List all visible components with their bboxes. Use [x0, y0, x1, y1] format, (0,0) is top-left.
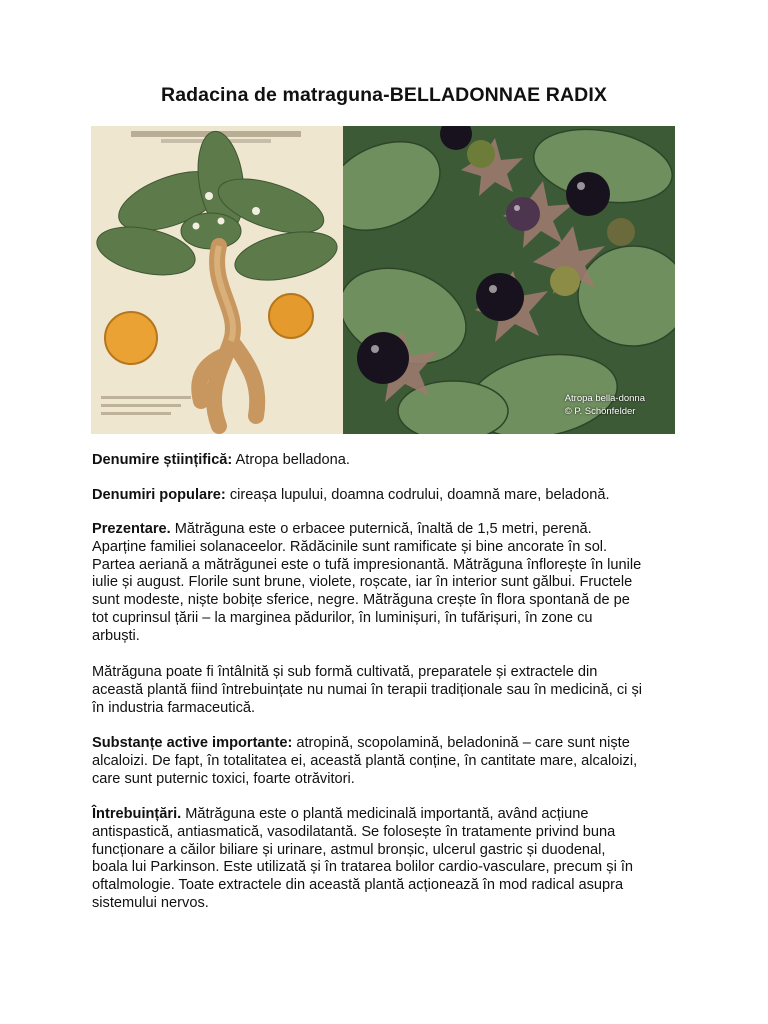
popular-names-label: Denumiri populare: — [92, 487, 226, 503]
text-line: sistemului nervos. — [92, 894, 209, 911]
text-line: oftalmologie. Toate extractele din această plantă acționează în mod radical asupra — [92, 877, 624, 894]
scientific-name-label: Denumire științifică: — [92, 452, 233, 468]
uses-paragraph — [92, 806, 682, 913]
scientific-name-text: Atropa belladona. — [232, 452, 350, 468]
text-line: care sunt puternic toxici, foarte otrăvitori. — [92, 770, 355, 787]
text-line: antispastică, antiasmatică, vasodilatantă. Se folosește în tratamente privind buna — [92, 823, 616, 840]
photo-caption — [565, 392, 645, 418]
text-line: atropină, scopolamină, beladonină – care sunt niște — [292, 735, 630, 751]
active-substances-label: Substanțe active importante: — [92, 735, 293, 751]
text-line: Aparține familiei solanaceelor. Rădăcinile sunt ramificate și bine ancorate în sol. — [92, 538, 608, 555]
uses-label: Întrebuințări. — [92, 806, 182, 822]
presentation-label: Prezentare. — [92, 521, 171, 537]
mandrake-illustration — [91, 126, 343, 434]
scientific-name-paragraph — [92, 452, 682, 470]
text-line: Mătrăguna este o plantă medicinală importantă, având acțiune — [181, 806, 589, 822]
popular-names-paragraph — [92, 487, 682, 505]
caption-credit: © P. Schönfelder — [564, 406, 636, 417]
text-line: în industria farmaceutică. — [92, 699, 256, 716]
text-line: boala lui Parkinson. Este utilizată și în tratarea bolilor cardio-vasculare, precum și în — [92, 859, 634, 876]
active-substances-paragraph — [92, 735, 682, 788]
text-line: alcaloizi. De fapt, în totalitatea ei, această plantă conține, în cantitate mare, alcaloizi, — [92, 752, 638, 769]
popular-names-text: cireașa lupului, doamna codrului, doamnă mare, beladonă. — [225, 487, 610, 503]
text-line: Partea aeriană a mătrăgunei este o tufă impresionantă. Mătrăguna înflorește în lunile — [92, 556, 642, 573]
cultivated-paragraph — [92, 664, 682, 717]
text-line: această plantă fiind întrebuințate nu numai în terapii tradiționale sau în medicină, ci și — [92, 681, 643, 698]
text-line: Mătrăguna este o erbacee puternică, înaltă de 1,5 metri, perenă. — [170, 521, 592, 537]
belladonna-photo — [343, 126, 675, 434]
caption-species: Atropa bella-donna — [564, 393, 645, 404]
text-line: iulie și august. Florile sunt brune, violete, roșcate, iar în interior sunt gălbui. Fructele — [92, 574, 633, 591]
text-line: sunt modeste, niște bobițe sferice, negre. Mătrăguna crește în flora spontană de pe — [92, 592, 630, 609]
text-line: Mătrăguna poate fi întâlnită și sub formă cultivată, preparatele și extractele din — [92, 664, 598, 680]
text-line: arbuști. — [92, 627, 140, 644]
text-line: tot cuprinsul țării – la marginea pădurilor, în luminișuri, în tufărișuri, în zone cu — [92, 609, 593, 626]
page-title: Radacina de matraguna-BELLADONNAE RADIX — [161, 84, 607, 106]
text-line: funcționare a căilor biliare și urinare, astmul bronșic, ulcerul gastric și duodenal, — [92, 841, 606, 858]
presentation-paragraph — [92, 521, 682, 646]
